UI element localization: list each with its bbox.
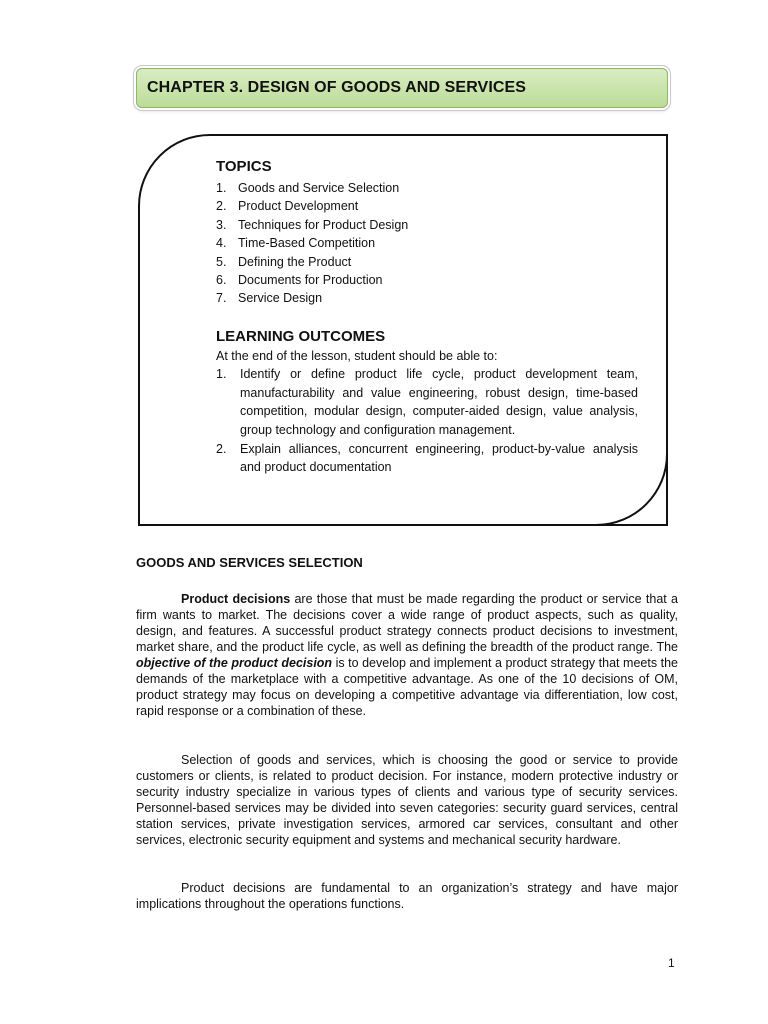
page-number: 1	[668, 956, 675, 970]
topics-heading: TOPICS	[216, 158, 272, 175]
paragraph-product-decisions: Product decisions are those that must be made regarding the product or service that a firm wants to market. The decisions cover a wide range of product aspects, such as quality, design, and features. A successful product strategy connects product decisions to investment, market share, and the product life cycle, as well as defining the breadth of the product range. The objective of the product decision is to develop and implement a product strategy that meets the demands of the marketplace with a competitive advantage. As one of the 10 decisions of OM, product strategy may focus on developing a competitive advantage via differentiation, low cost, rapid response or a combination of these.	[136, 592, 679, 718]
chapter-banner	[136, 68, 668, 108]
topic-list	[216, 179, 638, 308]
outcome-list	[216, 365, 638, 477]
outcomes-intro: At the end of the lesson, student should be able to:	[216, 348, 498, 363]
emphasis-text: objective of the product decision	[136, 656, 333, 670]
box-content	[216, 158, 638, 477]
topic-item: 3. Techniques for Product Design	[216, 217, 409, 232]
bold-lead: Product decisions	[181, 592, 291, 606]
outcome-item: 1. Identify or define product life cycle, product development team, manufacturability and value engineering, robust design, time-based competition, modular design, computer-aided design, value analysis, group technology and configuration management.	[216, 367, 638, 437]
topics-outcomes-box	[138, 134, 668, 526]
outcome-item: 2. Explain alliances, concurrent engineering, product-by-value analysis and product documentation	[216, 441, 638, 475]
topic-item: 7. Service Design	[216, 291, 323, 306]
topic-item: 1. Goods and Service Selection	[216, 181, 400, 195]
topic-item: 5. Defining the Product	[216, 254, 352, 269]
paragraph-fundamental: Product decisions are fundamental to an organization’s strategy and have major implications throughout the operations functions.	[136, 881, 678, 911]
section-title: GOODS AND SERVICES SELECTION	[136, 555, 363, 570]
outcomes-heading: LEARNING OUTCOMES	[216, 327, 386, 345]
topic-item: 4. Time-Based Competition	[216, 236, 376, 251]
paragraph-selection: Selection of goods and services, which is choosing the good or service to provide customers or clients, is related to product decision. For instance, modern protective industry or security industry specialize in various types of clients and various type of security services. Personnel-based services may be divided into seven categories: security guard services, central station services, private investigation services, armored car services, consultant and other services, electronic security equipment and systems and mechanical security hardware.	[136, 753, 678, 847]
topic-item: 6. Documents for Production	[216, 272, 383, 287]
chapter-title: CHAPTER 3. DESIGN OF GOODS AND SERVICES	[147, 79, 527, 96]
topic-item: 2. Product Development	[216, 199, 359, 214]
